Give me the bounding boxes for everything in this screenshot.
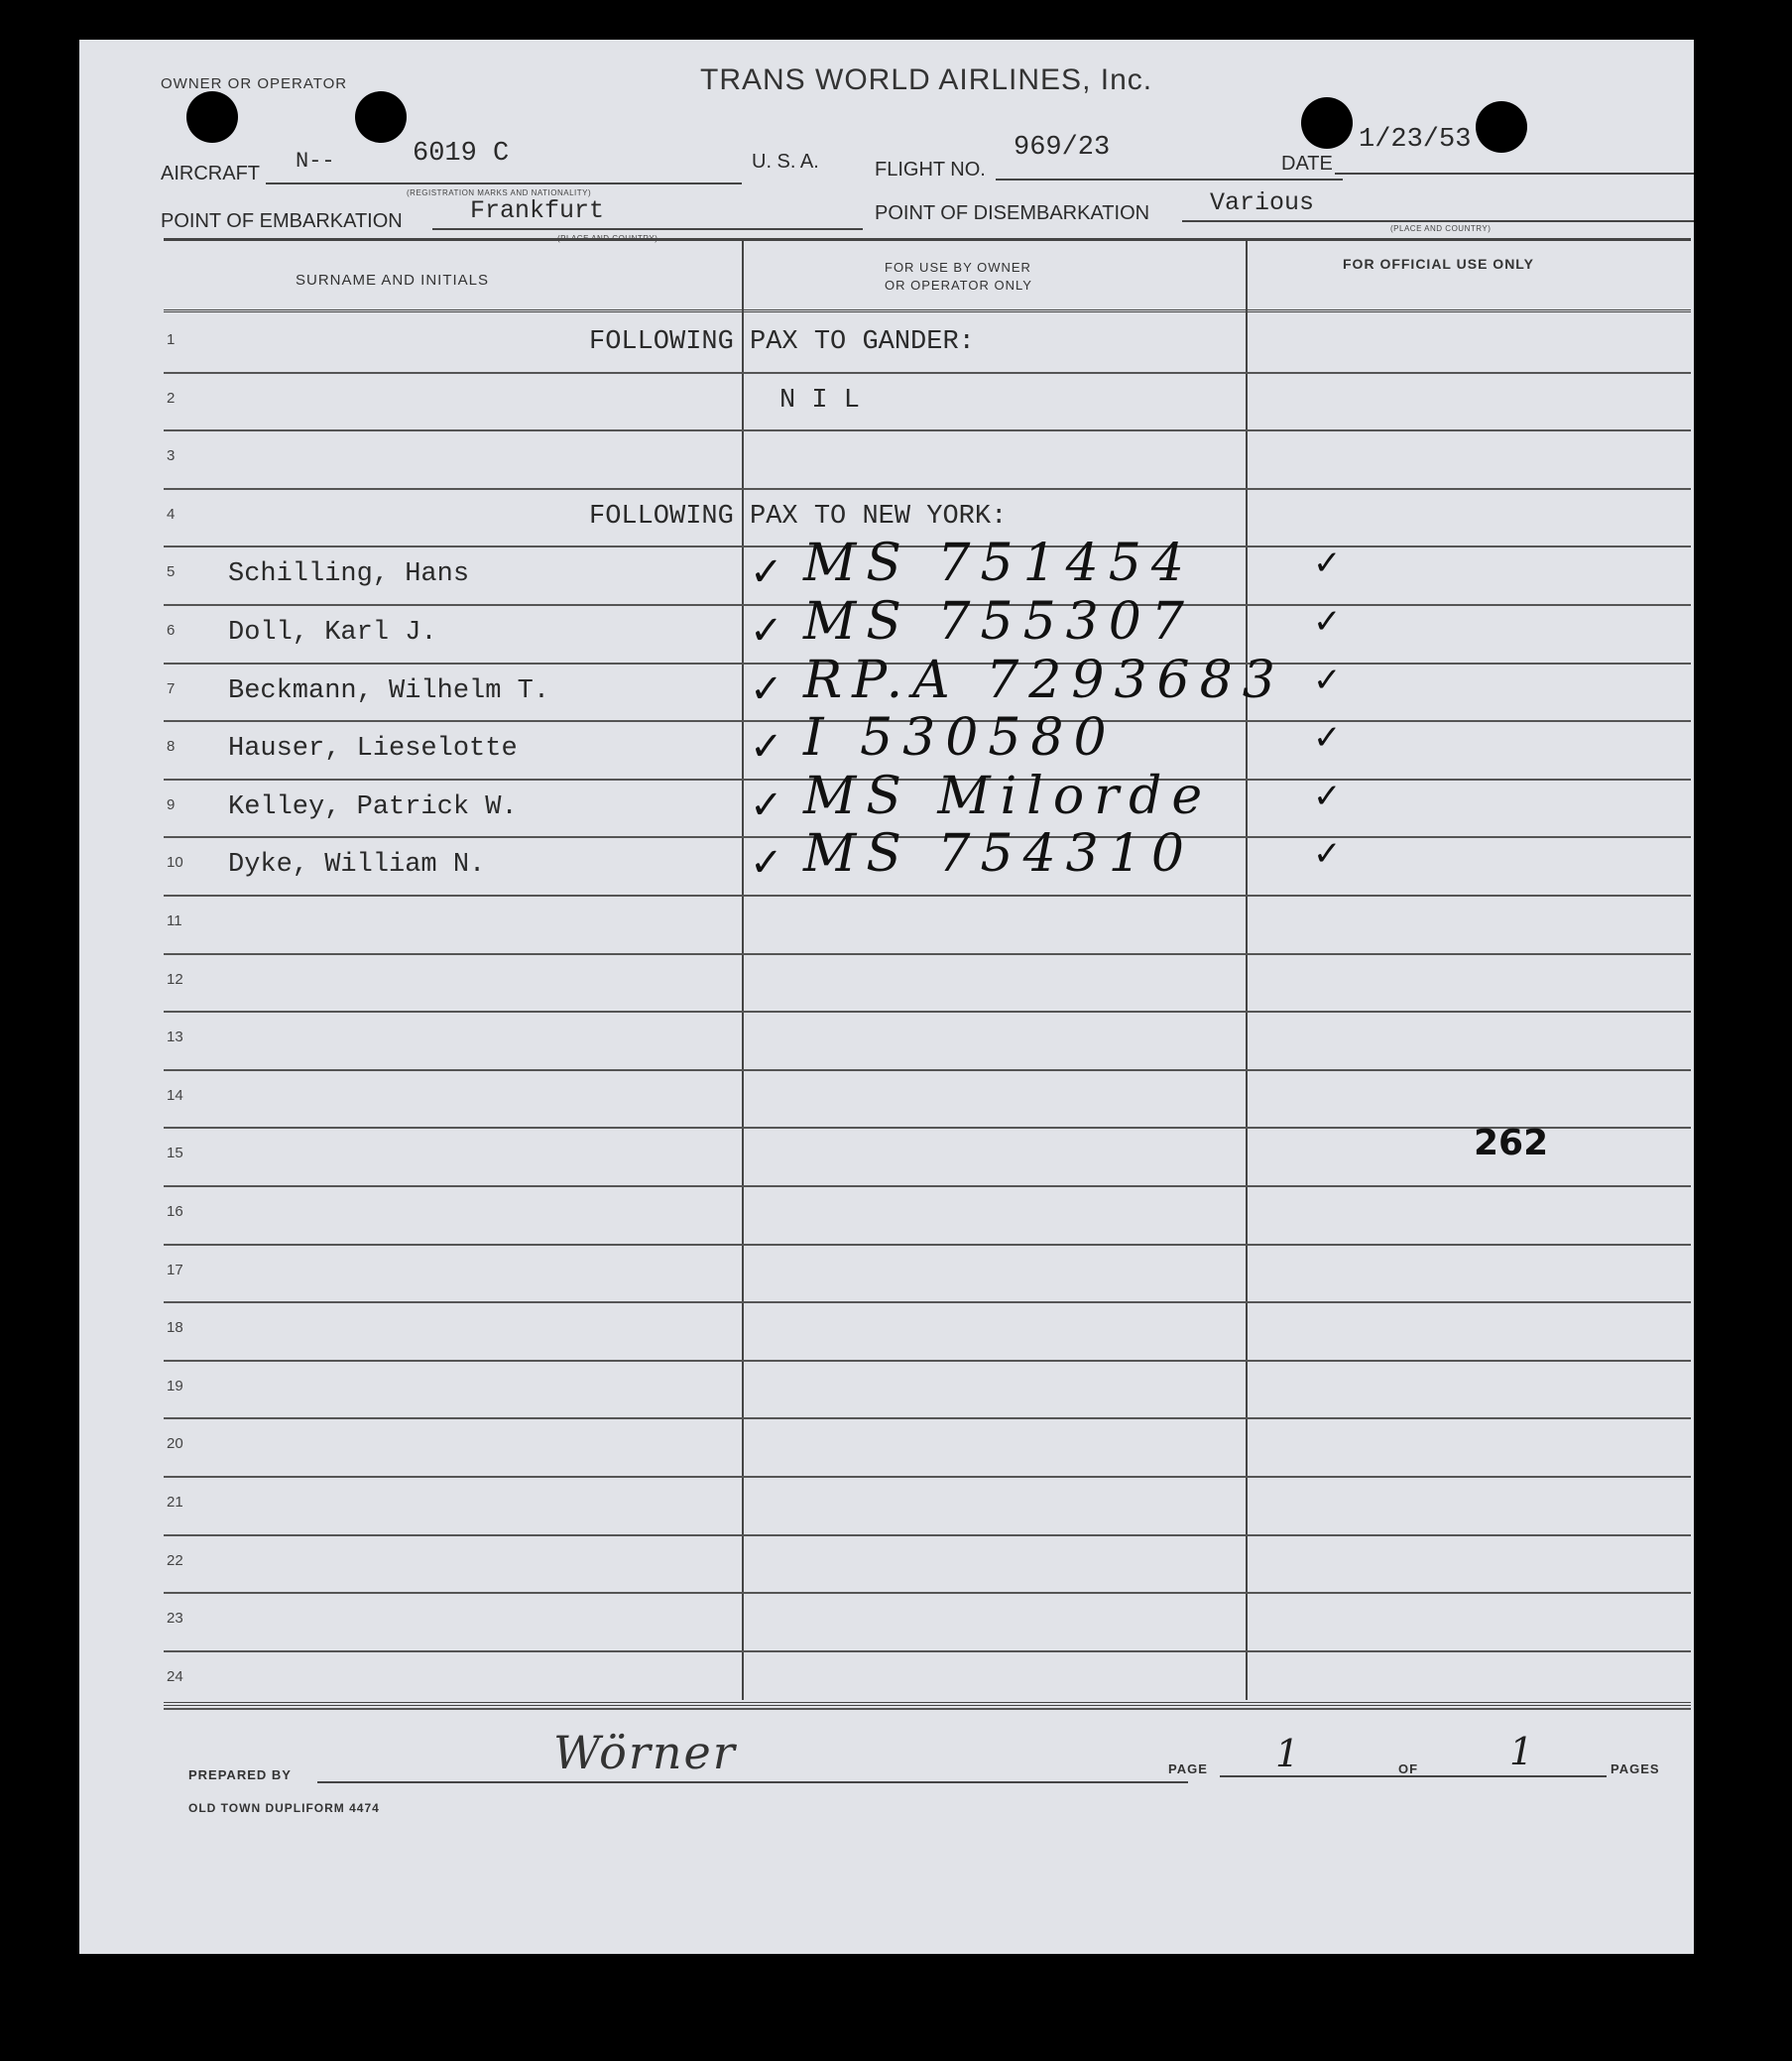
- check-mark-icon: ✓: [750, 840, 783, 887]
- row-number: 19: [167, 1377, 183, 1394]
- row-number: 20: [167, 1435, 183, 1453]
- row-number: 10: [167, 854, 183, 872]
- row-rule: [164, 1244, 1691, 1246]
- prepared-underline: [317, 1781, 1188, 1783]
- table-top-rule: [164, 238, 1691, 241]
- check-mark-icon: ✓: [750, 782, 783, 828]
- pages-label: PAGES: [1611, 1761, 1660, 1776]
- col-surname-header: SURNAME AND INITIALS: [296, 272, 490, 289]
- row-number: 14: [167, 1086, 183, 1104]
- punch-hole: [355, 91, 407, 143]
- punch-hole: [1476, 101, 1527, 153]
- date-underline: [1335, 173, 1694, 175]
- handwritten-document-number: MS 751454: [803, 534, 1194, 594]
- row-number: 15: [167, 1145, 183, 1162]
- official-check-icon: ✓: [1313, 834, 1342, 875]
- flight-value: 969/23: [1014, 133, 1111, 163]
- official-check-icon: ✓: [1313, 660, 1342, 700]
- of-label: OF: [1398, 1761, 1419, 1776]
- row-rule: [164, 953, 1691, 955]
- row-number: 9: [167, 795, 176, 813]
- country-label: U. S. A.: [752, 151, 819, 173]
- handwritten-document-number: MS 754310: [803, 824, 1194, 885]
- row-number: 6: [167, 622, 176, 639]
- row-rule: [164, 372, 1691, 374]
- row-number: 8: [167, 738, 176, 756]
- disembark-underline: [1182, 220, 1694, 222]
- owner-label: OWNER OR OPERATOR: [161, 75, 348, 92]
- flight-label: FLIGHT NO.: [875, 159, 986, 181]
- place-note-right: (PLACE AND COUNTRY): [1390, 224, 1492, 233]
- handwritten-document-number: I 530580: [803, 708, 1117, 769]
- aircraft-value: 6019 C: [413, 139, 510, 169]
- row-number: 5: [167, 563, 176, 581]
- row-text: Hauser, Lieselotte: [228, 734, 518, 765]
- embark-underline: [432, 228, 863, 230]
- column-divider: [742, 238, 744, 1700]
- row-rule: [164, 1592, 1691, 1594]
- official-check-icon: ✓: [1313, 776, 1342, 816]
- date-label: DATE: [1281, 153, 1333, 175]
- row-text: Beckmann, Wilhelm T.: [228, 675, 550, 706]
- signature: Wörner: [553, 1726, 737, 1779]
- registration-note: (REGISTRATION MARKS AND NATIONALITY): [407, 188, 592, 197]
- row-rule: [164, 1708, 1691, 1710]
- row-number: 16: [167, 1203, 183, 1220]
- row-number: 24: [167, 1667, 183, 1685]
- stamp-number: 262: [1474, 1123, 1549, 1163]
- row-text: Kelley, Patrick W.: [228, 791, 518, 822]
- row-rule: [164, 1417, 1691, 1419]
- column-divider: [1246, 238, 1248, 1700]
- disembark-label: POINT OF DISEMBARKATION: [875, 202, 1150, 224]
- flight-underline: [996, 179, 1343, 181]
- row-rule: [164, 1650, 1691, 1652]
- row-number: 21: [167, 1494, 183, 1511]
- table-header-rule: [164, 309, 1691, 312]
- row-number: 23: [167, 1610, 183, 1628]
- embark-label: POINT OF EMBARKATION: [161, 210, 403, 232]
- form-code: OLD TOWN DUPLIFORM 4474: [188, 1801, 380, 1815]
- row-number: 2: [167, 389, 176, 407]
- punch-hole: [1301, 97, 1353, 149]
- row-number: 18: [167, 1319, 183, 1337]
- row-number: 11: [167, 912, 182, 929]
- row-rule: [164, 1476, 1691, 1478]
- col-official-header: FOR OFFICIAL USE ONLY: [1343, 256, 1534, 272]
- table-bottom-rule: [164, 1702, 1691, 1706]
- aircraft-prefix: N--: [296, 149, 335, 174]
- official-check-icon: ✓: [1313, 602, 1342, 642]
- row-text: FOLLOWING PAX TO GANDER:: [589, 327, 975, 357]
- handwritten-document-number: RP.A 7293683: [803, 650, 1285, 710]
- handwritten-document-number: MS 755307: [803, 592, 1194, 652]
- check-mark-icon: ✓: [750, 608, 783, 654]
- manifest-page: [79, 40, 1694, 1954]
- col-owner-header-1: FOR USE BY OWNER: [885, 260, 1031, 275]
- check-mark-icon: ✓: [750, 549, 783, 596]
- row-text: Schilling, Hans: [228, 559, 470, 590]
- row-rule: [164, 1301, 1691, 1303]
- aircraft-underline: [266, 182, 742, 184]
- row-text: Doll, Karl J.: [228, 618, 437, 648]
- official-check-icon: ✓: [1313, 718, 1342, 759]
- check-mark-icon: ✓: [750, 724, 783, 771]
- row-text: Dyke, William N.: [228, 850, 486, 881]
- row-rule: [164, 1185, 1691, 1187]
- row-rule: [164, 1127, 1691, 1129]
- handwritten-document-number: MS Milorde: [803, 766, 1213, 826]
- row-rule: [164, 1069, 1691, 1071]
- aircraft-label: AIRCRAFT: [161, 163, 260, 184]
- place-note-left: (PLACE AND COUNTRY): [557, 234, 658, 243]
- row-number: 3: [167, 447, 176, 465]
- punch-hole: [186, 91, 238, 143]
- prepared-label: PREPARED BY: [188, 1767, 292, 1782]
- official-check-icon: ✓: [1313, 544, 1342, 584]
- row-number: 13: [167, 1029, 183, 1046]
- row-rule: [164, 895, 1691, 897]
- check-mark-icon: ✓: [750, 666, 783, 712]
- row-text: FOLLOWING PAX TO NEW YORK:: [589, 501, 1008, 532]
- row-number: 22: [167, 1551, 183, 1569]
- disembark-value: Various: [1210, 188, 1315, 217]
- embark-value: Frankfurt: [470, 196, 605, 225]
- row-number: 1: [167, 331, 176, 348]
- row-number: 12: [167, 970, 183, 988]
- row-number: 7: [167, 679, 176, 697]
- row-number: 4: [167, 505, 176, 523]
- page-value: 1: [1275, 1732, 1300, 1775]
- airline-name: TRANS WORLD AIRLINES, Inc.: [700, 63, 1153, 96]
- date-value: 1/23/53: [1359, 125, 1472, 155]
- row-number: 17: [167, 1261, 183, 1278]
- row-text: N I L: [779, 385, 861, 416]
- row-rule: [164, 488, 1691, 490]
- page-label: PAGE: [1168, 1761, 1208, 1776]
- of-underline: [1430, 1775, 1607, 1777]
- row-rule: [164, 1534, 1691, 1536]
- col-owner-header-2: OR OPERATOR ONLY: [885, 278, 1032, 293]
- row-rule: [164, 1011, 1691, 1013]
- row-rule: [164, 429, 1691, 431]
- of-value: 1: [1509, 1730, 1534, 1773]
- row-rule: [164, 1360, 1691, 1362]
